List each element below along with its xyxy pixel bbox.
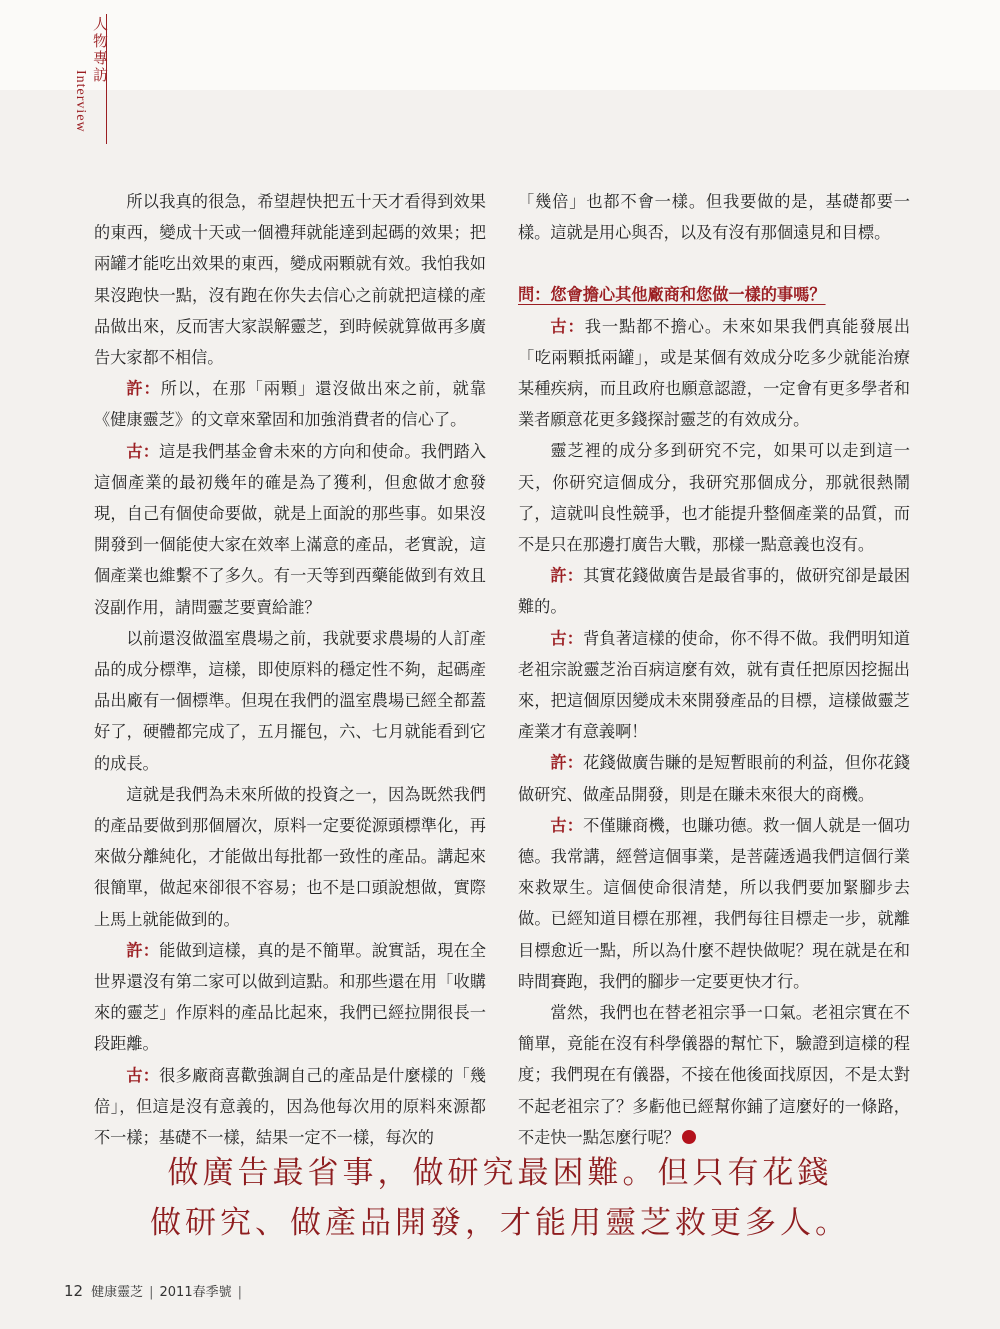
paragraph-text: 很多廠商喜歡強調自己的產品是什麼樣的「幾倍」，但這是沒有意義的，因為他每次用的原料來源都不一樣；基礎不一樣，結果一定不一樣，每次的 bbox=[94, 1065, 487, 1148]
question-heading: 問：您會擔心其他廠商和您做一樣的事嗎？ bbox=[518, 285, 826, 305]
paragraph bbox=[518, 623, 910, 748]
pull-quote-line-1: 做廣告最省事，做研究最困難。但只有花錢 bbox=[167, 1155, 833, 1191]
paragraph bbox=[94, 1060, 486, 1154]
issue-label: 2011春季號 bbox=[159, 1285, 232, 1300]
paragraph-text: 當然，我們也在替老祖宗爭一口氣。老祖宗實在不簡單，竟能在沒有科學儀器的幫忙下，驗證到這樣的程度；我們現在有儀器，不接在他後面找原因，不是太對不起老祖宗了？多虧他已經幫你鋪了這麼好的一條路，不走快一點怎麼行呢？ bbox=[518, 1003, 910, 1147]
paragraph bbox=[518, 560, 910, 622]
paragraph-text: 所以我真的很急，希望趕快把五十天才看得到效果的東西，變成十天或一個禮拜就能達到起碼的效果；把兩罐才能吃出效果的東西，變成兩顆就有效。我怕我如果沒跑快一點，沒有跑在你失去信心之前就把這樣的產品做出來，反而害大家誤解靈芝，到時候就算做再多廣告大家都不相信。 bbox=[94, 192, 486, 368]
paragraph bbox=[518, 997, 910, 1153]
right-column bbox=[518, 186, 910, 1153]
header-band bbox=[0, 0, 1000, 90]
magazine-name: 健康靈芝 bbox=[91, 1285, 144, 1300]
paragraph-text: 這就是我們為未來所做的投資之一，因為既然我們的產品要做到那個層次，原料一定要從源頭標準化，再來做分離純化，才能做出每批都一致性的產品。講起來很簡單，做起來卻很不容易；也不是口頭說想做，實際上馬上就能做到的。 bbox=[94, 784, 486, 929]
paragraph-text: 我一點都不擔心。未來如果我們真能發展出「吃兩顆抵兩罐」，或是某個有效成分吃多少就能治療某種疾病，而且政府也願意認證，一定會有更多學者和業者願意花更多錢探討靈芝的有效成分。 bbox=[518, 316, 911, 430]
paragraph bbox=[94, 186, 486, 373]
speaker-label: 古： bbox=[550, 628, 584, 648]
paragraph-text: 所以，在那「兩顆」還沒做出來之前，就靠《健康靈芝》的文章來鞏固和加強消費者的信心了。 bbox=[94, 379, 487, 430]
speaker-label: 古： bbox=[550, 316, 585, 336]
paragraph-text: 花錢做廣告賺的是短暫眼前的利益，但你花錢做研究、做產品開發，則是在賺未來很大的商機。 bbox=[518, 753, 911, 804]
paragraph-text: 以前還沒做溫室農場之前，我就要求農場的人訂產品的成分標準，這樣，即使原料的穩定性不夠，起碼產品出廠有一個標準。但現在我們的溫室農場已經全都蓋好了，硬體都完成了，五月擺包，六、七月就能看到它的成長。 bbox=[94, 628, 486, 773]
speaker-label: 許： bbox=[550, 753, 584, 773]
end-mark-icon bbox=[682, 1130, 696, 1144]
page-number: 12 bbox=[64, 1282, 84, 1300]
left-column bbox=[94, 186, 486, 1153]
page-footer bbox=[64, 1281, 244, 1300]
footer-divider: | bbox=[237, 1285, 242, 1300]
section-tag bbox=[66, 14, 107, 144]
section-title-en: Interview bbox=[73, 70, 88, 133]
paragraph-text: 背負著這樣的使命，你不得不做。我們明知道老祖宗說靈芝治百病這麼有效，就有責任把原因挖掘出來，把這個原因變成未來開發產品的目標，這樣做靈芝產業才有意義啊！ bbox=[518, 628, 911, 742]
paragraph-text: 其實花錢做廣告是最省事的，做研究卻是最困難的。 bbox=[518, 566, 911, 617]
speaker-label: 許： bbox=[550, 566, 584, 586]
paragraph bbox=[94, 623, 486, 779]
paragraph-text: 不僅賺商機，也賺功德。救一個人就是一個功德。我常講，經營這個事業，是菩薩透過我們這個行業來救眾生。這個使命很清楚，所以我們要加緊腳步去做。已經知道目標在那裡，我們每往目標走一步，就離目標愈近一點，所以為什麼不趕快做呢？現在就是在和時間賽跑，我們的腳步一定要更快才行。 bbox=[518, 815, 911, 991]
speaker-label: 古： bbox=[126, 1065, 160, 1085]
paragraph bbox=[518, 311, 910, 436]
pull-quote bbox=[60, 1148, 940, 1248]
section-title-zh: 人物專訪 bbox=[91, 16, 109, 84]
speaker-label: 許： bbox=[126, 940, 160, 960]
paragraph bbox=[94, 779, 486, 935]
paragraph bbox=[518, 747, 910, 809]
paragraph bbox=[518, 810, 910, 997]
footer-divider: | bbox=[149, 1285, 154, 1300]
paragraph-text: 靈芝裡的成分多到研究不完，如果可以走到這一天，你研究這個成分，我研究那個成分，那就很熱鬧了，這就叫良性競爭，也才能提升整個產業的品質，而不是只在那邊打廣告大戰，那樣一點意義也沒有。 bbox=[518, 441, 910, 555]
paragraph-text: 能做到這樣，真的是不簡單。說實話，現在全世界還沒有第二家可以做到這點。和那些還在用「收購來的靈芝」作原料的產品比起來，我們已經拉開很長一段距離。 bbox=[94, 940, 487, 1054]
pull-quote-line-2: 做研究、做產品開發，才能用靈芝救更多人。 bbox=[150, 1205, 850, 1241]
speaker-label: 古： bbox=[550, 815, 584, 835]
continued-paragraph: 「幾倍」也都不會一樣。但我要做的是，基礎都要一樣。這就是用心與否，以及有沒有那個遠見和目標。 bbox=[518, 192, 910, 243]
paragraph-text: 這是我們基金會未來的方向和使命。我們踏入這個產業的最初幾年的確是為了獲利，但愈做才愈發現，自己有個使命要做，就是上面說的那些事。如果沒開發到一個能使大家在效率上滿意的產品，老實說，這個產業也維繫不了多久。有一天等到西藥能做到有效且沒副作用，請問靈芝要賣給誰？ bbox=[94, 441, 487, 617]
speaker-label: 許： bbox=[126, 379, 161, 399]
paragraph bbox=[94, 373, 486, 435]
paragraph bbox=[94, 935, 486, 1060]
paragraph bbox=[518, 435, 910, 560]
paragraph bbox=[94, 436, 486, 623]
speaker-label: 古： bbox=[126, 441, 160, 461]
